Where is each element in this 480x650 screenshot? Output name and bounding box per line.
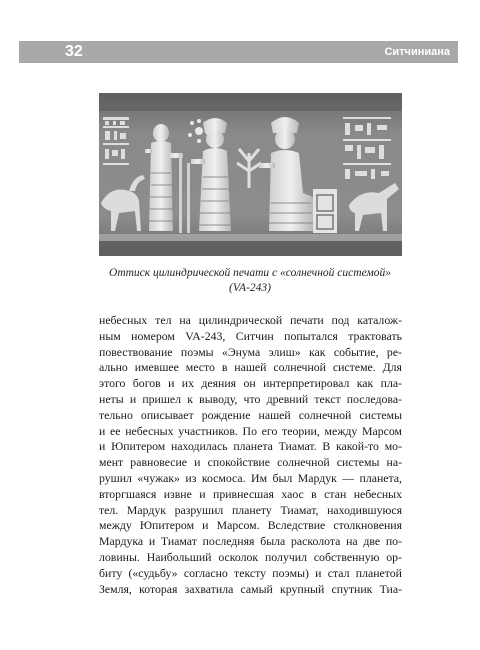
text-line: повествование поэмы «Энума элиш» как событие, ре-	[99, 344, 402, 359]
text-line: рушил «чужак» из космоса. Им был Мардук — планета,	[99, 470, 402, 485]
running-head: Ситчиниана	[384, 46, 450, 58]
text-line: тельно описывает рождение нашей солнечной системы	[99, 407, 402, 422]
text-line: ально имевшее место в нашей солнечной системе. Для	[99, 360, 402, 375]
cylinder-seal-image	[99, 93, 402, 256]
caption-line-1: Оттиск цилиндрической печати с «солнечной системой»	[109, 267, 391, 279]
page-header	[19, 41, 458, 63]
text-line: вторгшаяся извне и привнесшая хаос в стан небесных	[99, 486, 402, 501]
text-line: и Юпитером находилась планета Тиамат. В какой-то мо-	[99, 439, 402, 454]
text-line: и ее небесных участников. По его теории, между Марсом	[99, 423, 402, 438]
text-line: небесных тел на цилиндрической печати под каталож-	[99, 313, 402, 327]
cylinder-seal-icon	[99, 93, 402, 256]
text-line: этого богов и их деяния он интерпретировал как пла-	[99, 376, 402, 391]
text-line: мент равновесие и спокойствие солнечной системы на-	[99, 455, 402, 470]
page-number: 32	[65, 43, 83, 60]
body-text	[99, 313, 402, 597]
text-line: тел. Мардук разрушил планету Тиамат, находившуюся	[99, 502, 402, 517]
text-line: биту («судьбу» согласно тексту поэмы) и стал планетой	[99, 565, 402, 580]
text-line: Мардука и Тиамат последняя была расколота на две по-	[99, 534, 402, 549]
figure-caption	[90, 266, 410, 296]
caption-line-2: (VA-243)	[229, 282, 271, 294]
text-line: ным номером VA-243, Ситчин попытался трактовать	[99, 328, 402, 343]
text-line: Земля, которая захватила самый крупный спутник Тиа-	[99, 581, 402, 596]
text-line: между Юпитером и Марсом. Вследствие столкновения	[99, 518, 402, 533]
text-line: ловины. Наибольший осколок получил собственную ор-	[99, 549, 402, 564]
text-line: неты и пришел к выводу, что древний текст последова-	[99, 391, 402, 406]
